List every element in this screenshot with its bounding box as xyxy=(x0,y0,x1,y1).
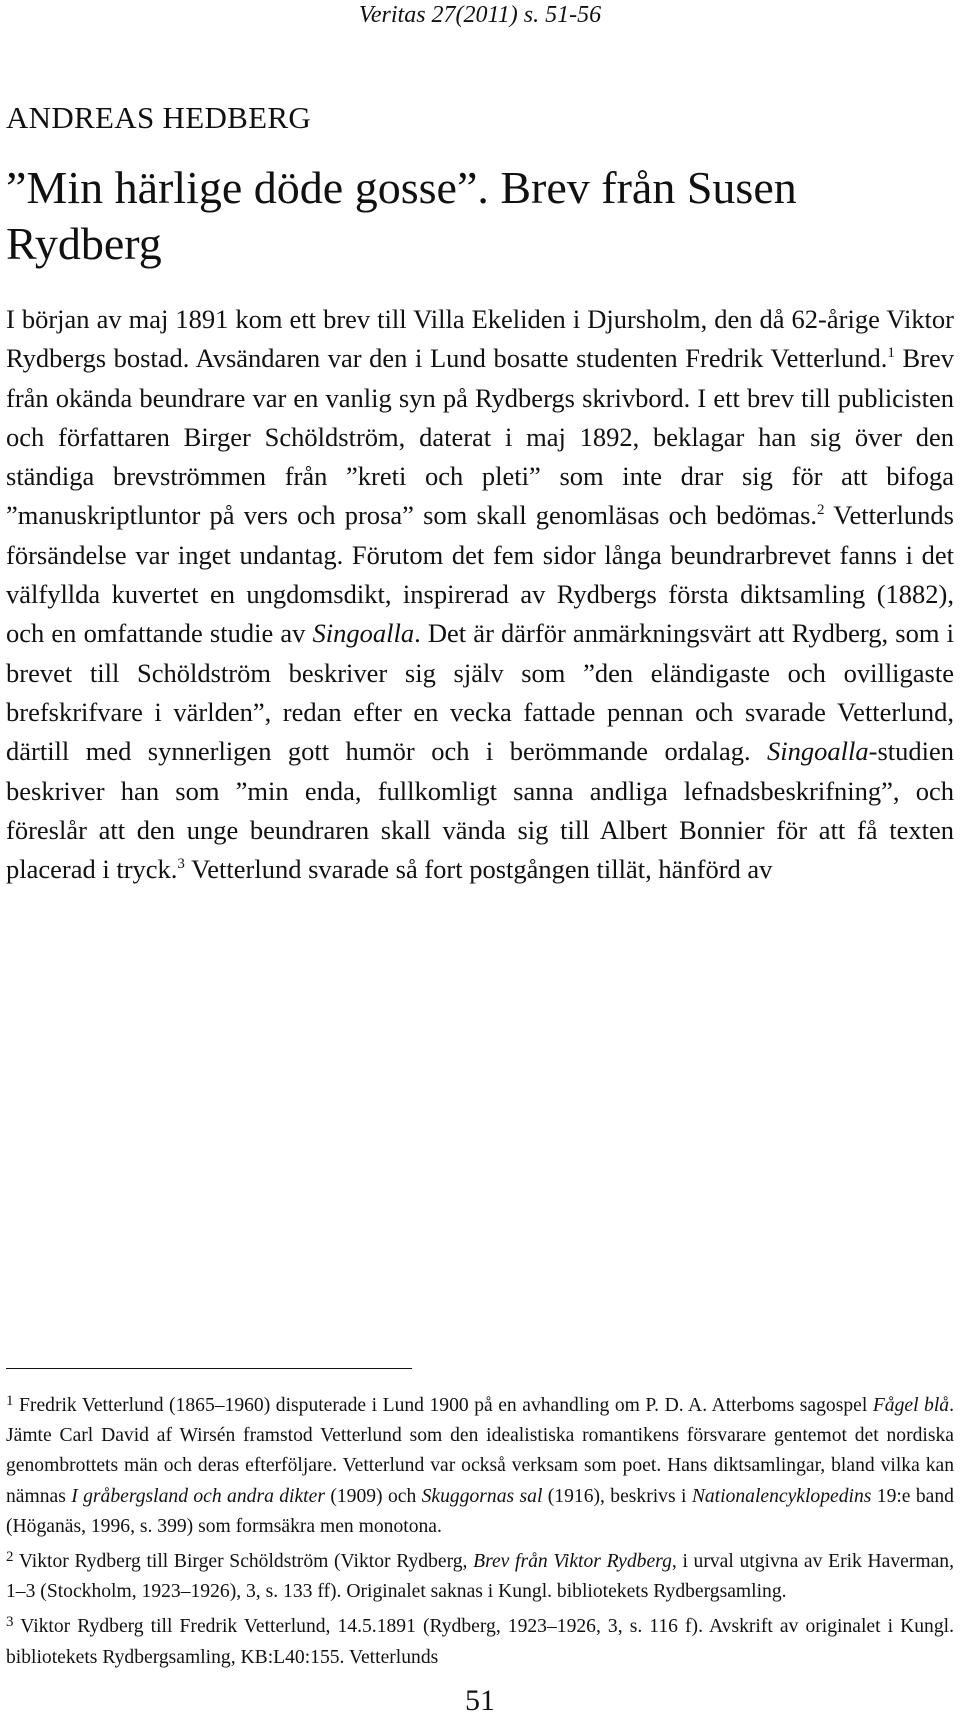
work-title-singoalla-2: Singoalla xyxy=(767,736,869,767)
footnote-text: , i urval utgivna av Erik Haverman, 1–3 (Stockholm, 1923–1926), 3, s. 133 ff). Originalet saknas i Kungl. bibliotekets Rydbergsamling. xyxy=(6,1551,954,1603)
footnotes xyxy=(6,1386,954,1673)
footnote-ref-1[interactable]: 1 xyxy=(887,345,895,362)
footnote-ref-3[interactable]: 3 xyxy=(177,856,185,873)
footnote-separator xyxy=(6,1368,412,1369)
footnote-italic-title: Skuggornas sal xyxy=(421,1485,543,1507)
footnote-italic-title: I gråbergsland och andra dikter xyxy=(71,1485,325,1507)
footnote-text: . Jämte Carl David af Wirsén framstod Vetterlund som den idealistiska romantikens försvarare gentemot det nordiska genombrottets män och deras efterföljare. Vetterlund var också verksam som poet. Hans diktsamlingar, bland vilka kan nämnas xyxy=(6,1395,955,1507)
footnote-text: (1916), beskrivs i xyxy=(542,1485,692,1507)
footnote-ref-2[interactable]: 2 xyxy=(817,502,825,519)
footnote-number: 2 xyxy=(6,1549,14,1566)
body-sentence-3a: Vetterlunds försändelse var inget undantag. Förutom det fem sidor långa beundrarbrevet fanns i det välfyllda kuvertet en ungdomsdikt, inspirerad av Rydbergs första diktsamling (1882), och en omfattande studie av xyxy=(6,500,954,649)
footnote-italic-title: Brev från Viktor Rydberg xyxy=(473,1551,672,1573)
footnote-italic-title: Fågel blå xyxy=(872,1395,950,1416)
body-sentence-5: Vetterlund svarade så fort postgången tillät, hänförd av xyxy=(184,854,773,885)
footnote-text: (1909) och xyxy=(324,1485,422,1507)
article-author: ANDREAS HEDBERG xyxy=(6,100,312,135)
footnote-2 xyxy=(6,1542,954,1607)
running-head: Veritas 27(2011) s. 51-56 xyxy=(358,2,602,28)
body-sentence-3b: . Det är därför anmärkningsvärt att Rydberg, som i brevet till Schöldström beskriver sig själv som ”den eländigaste och ovilligaste brefskrifvare i världen”, redan efter en vecka fattade pennan och svarade Vetterlund, därtill med synnerligen gott humör och i berömmande ordalag. xyxy=(6,618,954,767)
footnote-1 xyxy=(6,1386,954,1542)
footnote-text: Viktor Rydberg till Fredrik Vetterlund, 14.5.1891 (Rydberg, 1923–1926, 3, s. 116 f). Avskrift av originalet i Kungl. bibliotekets Rydbergsamling, KB:L40:155. Vetterlunds xyxy=(6,1616,954,1668)
footnote-text: Fredrik Vetterlund (1865–1960) disputerade i Lund 1900 på en avhandling om P. D. A. Atterboms sagospel xyxy=(13,1395,873,1416)
body-sentence-1: I början av maj 1891 kom ett brev till Villa Ekeliden i Djursholm, den då 62-årige Viktor Rydbergs bostad. Avsändaren var den i Lund bosatte studenten Fredrik Vetterlund. xyxy=(6,304,954,374)
footnote-3 xyxy=(6,1607,954,1672)
body-text xyxy=(6,300,954,889)
article-title: ”Min härlige döde gosse”. Brev från Susen Rydberg xyxy=(6,162,797,269)
footnote-number: 1 xyxy=(6,1393,14,1409)
body-sentence-4: -studien beskriver han som ”min enda, fullkomligt sanna andliga lefnadsbeskrifning”, och föreslår att den unge beundraren skall vända sig till Albert Bonnier för att få texten placerad i tryck. xyxy=(6,736,954,885)
body-sentence-2: Brev från okända beundrare var en vanlig syn på Rydbergs skrivbord. I ett brev till publicisten och författaren Birger Schöldström, daterat i maj 1892, beklagar han sig över den ständiga brevströmmen från ”kreti och pleti” som inte drar sig för att bifoga ”manuskriptluntor på vers och prosa” som skall genomläsas och bedömas. xyxy=(6,343,955,531)
footnote-number: 3 xyxy=(6,1614,14,1631)
work-title-singoalla: Singoalla xyxy=(312,618,415,649)
body-paragraph xyxy=(6,300,954,889)
footnote-text: Viktor Rydberg till Birger Schöldström (Viktor Rydberg, xyxy=(13,1551,474,1573)
page-number: 51 xyxy=(465,1684,495,1717)
footnote-italic-title: Nationalencyklopedins xyxy=(691,1485,872,1507)
footnote-text: 19:e band (Höganäs, 1996, s. 399) som formsäkra men monotona. xyxy=(6,1485,954,1537)
